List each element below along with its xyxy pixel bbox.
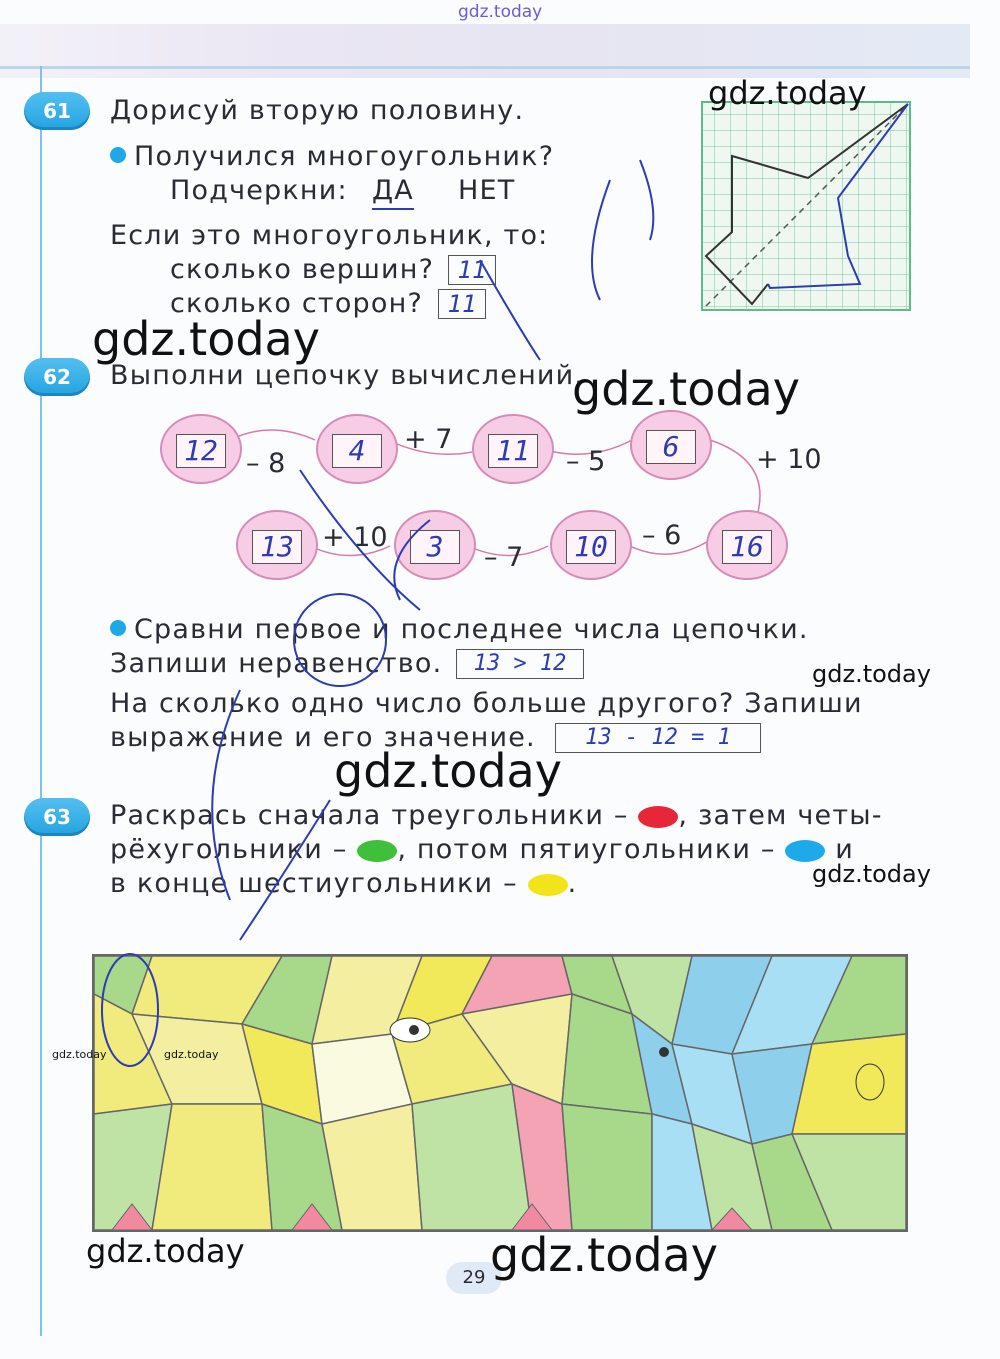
chain-node-6: [550, 510, 632, 580]
ex63-text-2a: рёхугольники –: [110, 834, 348, 865]
difference-answer[interactable]: 13 - 12 = 1: [555, 723, 761, 753]
chain-node-3: [472, 414, 554, 484]
yellow-color-dot: [528, 874, 568, 896]
compare-label: Сравни первое и последнее числа цепочки.: [134, 614, 809, 645]
exercise-62-title: Выполни цепочку вычислений.: [110, 360, 585, 391]
chain-value-7[interactable]: 3: [410, 530, 460, 564]
chain-value-2[interactable]: 4: [332, 434, 382, 468]
underline-label: Подчеркни:: [170, 175, 348, 206]
ex63-line-3: [110, 868, 577, 899]
chain-value-3[interactable]: 11: [488, 434, 538, 468]
chain-value-6[interactable]: 10: [566, 530, 616, 564]
chain-op-6: – 7: [484, 542, 524, 573]
chain-node-7: [394, 510, 476, 580]
page-number: 29: [446, 1262, 502, 1294]
header-banner: [0, 24, 970, 78]
green-color-dot: [357, 840, 397, 862]
chain-node-5: [706, 510, 788, 580]
exercise-62-badge: 62: [24, 358, 90, 396]
vertices-label: сколько вершин?: [170, 254, 435, 285]
exercise-61-badge: 61: [24, 92, 90, 130]
vertices-answer[interactable]: 11: [448, 255, 496, 285]
chain-node-4: [630, 410, 712, 480]
inequality-label: Запиши неравенство.: [110, 648, 443, 679]
difference-question: На сколько одно число больше другого? Запиши: [110, 688, 863, 719]
watermark: gdz.today: [490, 1228, 718, 1282]
margin-line: [40, 66, 42, 1336]
watermark: gdz.today: [572, 362, 800, 416]
exercise-61-question: [110, 141, 554, 172]
chain-op-7: + 10: [322, 522, 388, 553]
bullet-icon: [110, 147, 126, 163]
symmetry-grid: [698, 98, 916, 314]
banner-line: [0, 66, 970, 69]
ex63-text-2c: и: [835, 834, 854, 865]
exercise-61-title: Дорисуй вторую половину.: [110, 95, 525, 126]
exercise-63-badge: 63: [24, 798, 90, 836]
sides-label: сколько сторон?: [170, 288, 423, 319]
watermark: gdz.today: [812, 660, 931, 688]
watermark: gdz.today: [86, 1232, 245, 1270]
chain-op-2: + 7: [404, 424, 453, 455]
ex63-text-3a: в конце шестиугольники –: [110, 868, 518, 899]
chain-op-5: – 6: [642, 520, 682, 551]
ex63-text-1b: , затем четы-: [678, 800, 883, 831]
condition-text: Если это многоугольник, то:: [110, 220, 549, 251]
ex63-line-2: [110, 834, 854, 865]
chain-value-5[interactable]: 16: [722, 530, 772, 564]
answer-yes[interactable]: ДА: [372, 175, 414, 210]
chain-op-1: – 8: [246, 448, 286, 479]
compare-text: [110, 614, 809, 645]
watermark: gdz.today: [812, 860, 931, 888]
sides-answer[interactable]: 11: [438, 289, 486, 319]
chain-op-3: – 5: [566, 446, 606, 477]
red-color-dot: [638, 806, 678, 828]
chain-value-1[interactable]: 12: [176, 434, 226, 468]
ex63-text-1a: Раскрась сначала треугольники –: [110, 800, 629, 831]
bullet-icon: [110, 620, 126, 636]
chain-value-8[interactable]: 13: [252, 530, 302, 564]
blue-color-dot: [785, 840, 825, 862]
inequality-answer[interactable]: 13 > 12: [456, 649, 584, 679]
watermark: gdz.today: [52, 1048, 107, 1061]
watermark: gdz.today: [164, 1048, 219, 1061]
ex63-text-2b: , потом пятиугольники –: [397, 834, 776, 865]
ex63-line-1: [110, 800, 883, 831]
chain-node-1: [160, 414, 242, 484]
answer-no[interactable]: НЕТ: [458, 175, 516, 206]
ex63-text-3b: .: [567, 868, 578, 899]
watermark: gdz.today: [92, 312, 320, 366]
chain-node-8: [236, 510, 318, 580]
chain-value-4[interactable]: 6: [646, 430, 696, 464]
watermark: gdz.today: [708, 74, 867, 112]
watermark: gdz.today: [334, 744, 562, 798]
difference-question-2: выражение и его значение.: [110, 722, 536, 753]
watermark-top: gdz.today: [458, 2, 543, 22]
coloring-mosaic[interactable]: [92, 954, 908, 1232]
chain-node-2: [316, 414, 398, 484]
question-text: Получился многоугольник?: [134, 141, 555, 172]
chain-op-4: + 10: [756, 444, 822, 475]
